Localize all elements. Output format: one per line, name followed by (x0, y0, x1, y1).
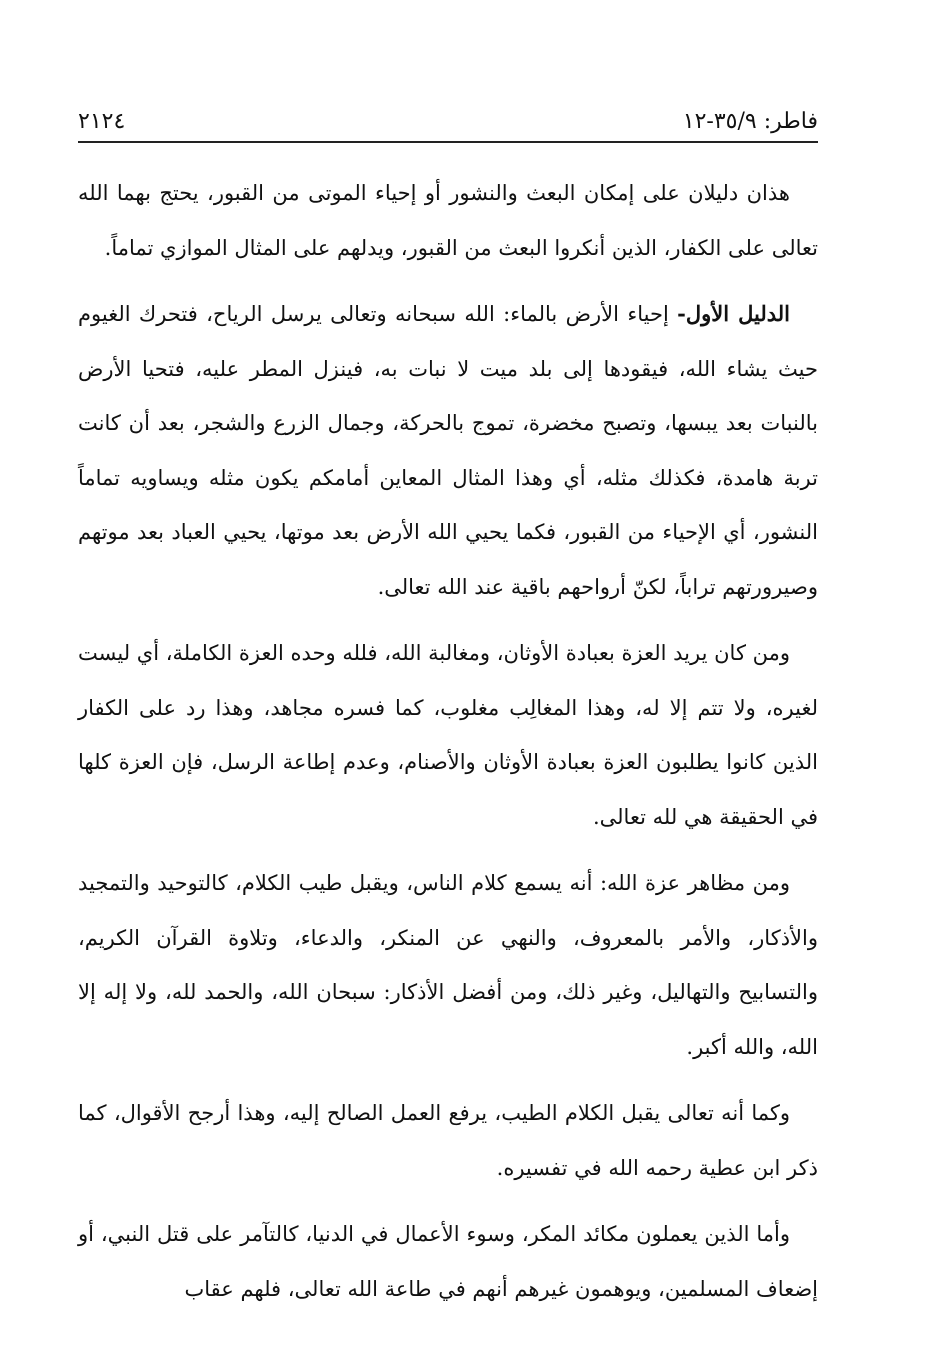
paragraph-text: وأما الذين يعملون مكائد المكر، وسوء الأعمال في الدنيا، كالتآمر على قتل النبي، أو إضعاف المسلمين، ويوهمون غيرهم أنهم في طاعة الله تعالى، فلهم عقاب (78, 1222, 818, 1301)
paragraph-4 (78, 856, 818, 1074)
paragraph-2 (78, 287, 818, 614)
paragraph-text: إحياء الأرض بالماء: الله سبحانه وتعالى يرسل الرياح، فتحرك الغيوم حيث يشاء الله، فيقودها إلى بلد ميت لا نبات به، فينزل المطر عليه، فتحيا الأرض بالنبات بعد يبسها، وتصبح مخضرة، تموج بالحركة، وجمال الزرع والشجر، بعد أن كانت تربة هامدة، فكذلك مثله، أي وهذا المثال المعاين أمامكم يكون مثله ويساويه تماماً النشور، أي الإحياء من القبور، فكما يحيي الله الأرض بعد موتها، يحيي العباد بعد موتهم وصيرورتهم تراباً، لكنّ أرواحهم باقية عند الله تعالى. (78, 302, 818, 599)
paragraph-text: وكما أنه تعالى يقبل الكلام الطيب، يرفع العمل الصالح إليه، وهذا أرجح الأقوال، كما ذكر ابن عطية رحمه الله في تفسيره. (78, 1101, 818, 1180)
paragraph-1 (78, 166, 818, 275)
paragraph-3 (78, 626, 818, 844)
surah-reference: فاطر: ٣٥/٩-١٢ (682, 109, 818, 134)
page-number: ٢١٢٤ (78, 109, 126, 134)
paragraph-5 (78, 1086, 818, 1195)
book-page (78, 0, 818, 1369)
paragraph-text: هذان دليلان على إمكان البعث والنشور أو إحياء الموتى من القبور، يحتج بهما الله تعالى على الكفار، الذين أنكروا البعث من القبور، ويدلهم على المثال الموازي تماماً. (78, 181, 818, 260)
header-divider (78, 141, 818, 143)
paragraph-6 (78, 1207, 818, 1316)
body-text (78, 166, 818, 1328)
paragraph-lead: الدليل الأول- (677, 301, 790, 326)
running-header (78, 100, 818, 134)
paragraph-text: ومن كان يريد العزة بعبادة الأوثان، ومغالبة الله، فلله وحده العزة الكاملة، أي ليست لغيره، ولا تتم إلا له، وهذا المغالِب مغلوب، كما فسره مجاهد، وهذا رد على الكفار الذين كانوا يطلبون العزة بعبادة الأوثان والأصنام، وعدم إطاعة الرسل، فإن العزة كلها في الحقيقة هي لله تعالى. (78, 641, 818, 829)
paragraph-text: ومن مظاهر عزة الله: أنه يسمع كلام الناس، ويقبل طيب الكلام، كالتوحيد والتمجيد والأذكار، والأمر بالمعروف، والنهي عن المنكر، والدعاء، وتلاوة القرآن الكريم، والتسابيح والتهاليل، وغير ذلك، ومن أفضل الأذكار: سبحان الله، والحمد لله، ولا إله إلا الله، والله أكبر. (78, 871, 818, 1059)
